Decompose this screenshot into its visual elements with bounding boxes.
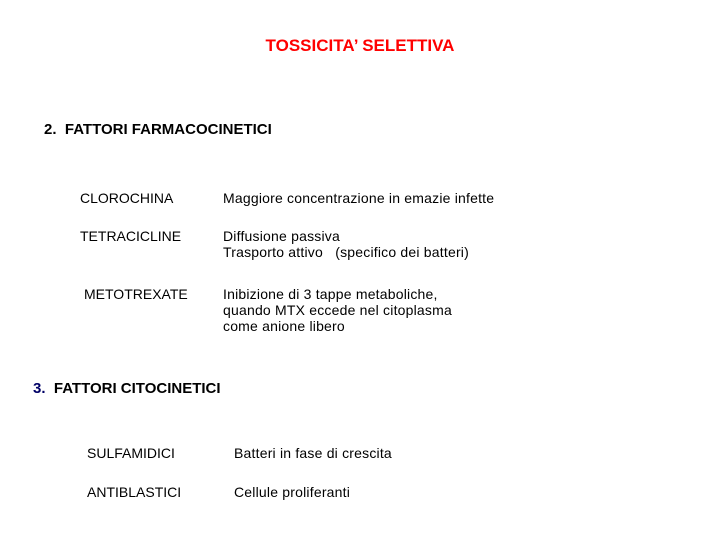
- section-title: FATTORI CITOCINETICI: [53, 380, 221, 397]
- description-line: Inibizione di 3 tappe metaboliche,: [223, 286, 438, 302]
- drug-name: ANTIBLASTICI: [87, 484, 182, 500]
- description-line: come anione libero: [223, 318, 345, 334]
- drug-name: TETRACICLINE: [80, 228, 182, 244]
- section-heading-citocinetici: [33, 380, 221, 397]
- description-line: Cellule proliferanti: [234, 484, 351, 500]
- slide-title: TOSSICITA’ SELETTIVA: [265, 36, 455, 55]
- drug-description: [223, 190, 494, 206]
- drug-description: [223, 286, 452, 334]
- description-line: quando MTX eccede nel citoplasma: [223, 302, 452, 318]
- description-line: Diffusione passiva: [223, 228, 340, 244]
- section-number: 3.: [33, 380, 46, 397]
- drug-name: METOTREXATE: [84, 286, 188, 302]
- description-line: Batteri in fase di crescita: [234, 445, 392, 461]
- description-line: Trasporto attivo (specifico dei batteri): [223, 244, 469, 260]
- drug-description: [223, 228, 469, 260]
- section-title: FATTORI FARMACOCINETICI: [64, 121, 272, 138]
- drug-name: CLOROCHINA: [80, 190, 174, 206]
- section-heading-farmacocinetici: [44, 121, 272, 138]
- description-line: Maggiore concentrazione in emazie infette: [223, 190, 495, 206]
- drug-name: SULFAMIDICI: [87, 445, 175, 461]
- drug-description: [234, 445, 392, 461]
- drug-description: [234, 484, 350, 500]
- section-number: 2.: [44, 121, 57, 138]
